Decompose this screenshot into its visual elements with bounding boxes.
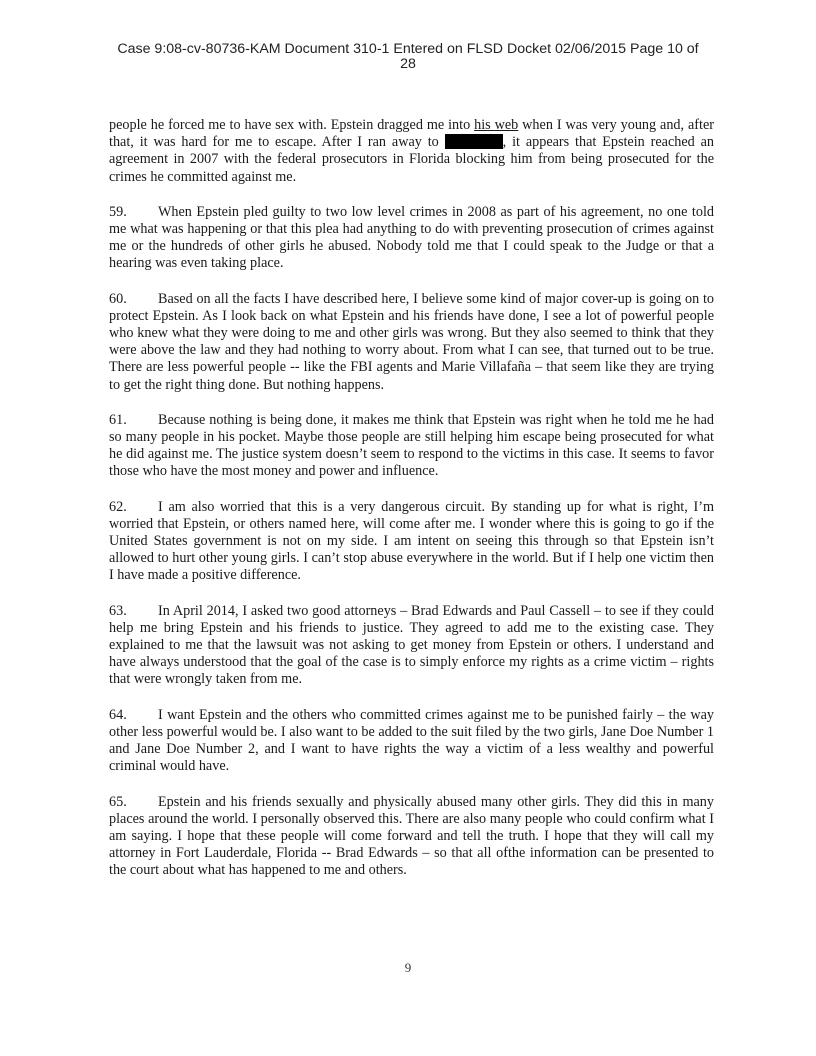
page-number: 9 <box>404 960 412 975</box>
paragraph-63 <box>109 603 714 689</box>
docket-header-line2: 28 <box>400 56 416 72</box>
paragraph-number: 64. <box>109 706 127 723</box>
document-body <box>109 117 714 898</box>
paragraph-65 <box>109 794 714 880</box>
paragraph-text: I am also worried that this is a very dangerous circuit. By standing up for what is right, I’m worried that Epstein, or others named here, will come after me. I wonder where this is going to go if the United States government is not on my side. I am intent on seeing this through so that Epstein isn’t allowed to hurt other young girls. I can’t stop abuse everywhere in the world. But if I help one victim then I have made a positive difference. <box>109 498 714 584</box>
paragraph-59 <box>109 204 714 273</box>
paragraph-number: 65. <box>109 793 127 810</box>
paragraph-text: When Epstein pled guilty to two low level crimes in 2008 as part of his agreement, no one told me what was happening or that this plea had anything to do with preventing prosecution of crimes against me or the hundreds of other girls he abused. Nobody told me that I could speak to the Judge or that a hearing was even taking place. <box>109 203 714 272</box>
intro-paragraph <box>109 117 714 186</box>
redaction-box <box>445 134 503 149</box>
paragraph-number: 63. <box>109 602 127 619</box>
paragraph-61 <box>109 412 714 481</box>
paragraph-text: Based on all the facts I have described here, I believe some kind of major cover-up is going on to protect Epstein. As I look back on what Epstein and his friends have done, I see a lot of powerful people who knew what they were doing to me and other girls was wrong. But they also seemed to think that they were above the law and they had nothing to worry about. From what I can see, that turned out to be true. There are less powerful people -- like the FBI agents and Marie Villafaña – that seem like they are trying to get the right thing done. But nothing happens. <box>109 290 714 393</box>
paragraph-text: I want Epstein and the others who committed crimes against me to be punished fairly – the way other less powerful would be. I also want to be added to the suit filed by the two girls, Jane Doe Number 1 and Jane Doe Number 2, and I want to have rights the way a victim of a less wealthy and powerful criminal would have. <box>109 706 714 775</box>
paragraph-number: 61. <box>109 411 127 428</box>
paragraph-number: 59. <box>109 203 127 220</box>
docket-header-line1: Case 9:08-cv-80736-KAM Document 310-1 Entered on FLSD Docket 02/06/2015 Page 10 of <box>117 41 699 57</box>
paragraph-62 <box>109 499 714 585</box>
paragraph-number: 60. <box>109 290 127 307</box>
paragraph-64 <box>109 707 714 776</box>
intro-underlined-text: his web <box>474 117 519 133</box>
paragraph-text: Because nothing is being done, it makes me think that Epstein was right when he told me he had so many people in his pocket. Maybe those people are still helping him escape being prosecuted for what he did against me. The justice system doesn’t seem to respond to the victims in this case. It seems to favor those who have the most money and power and influence. <box>109 411 714 480</box>
docket-header <box>70 42 746 72</box>
paragraph-60 <box>109 291 714 394</box>
intro-text-part1: people he forced me to have sex with. Epstein dragged me into <box>109 117 475 133</box>
paragraph-text: Epstein and his friends sexually and physically abused many other girls. They did this in many places around the world. I personally observed this. There are also many people who could confirm what I am saying. I hope that these people will come forward and tell the truth. I hope that they will call my attorney in Fort Lauderdale, Florida -- Brad Edwards – so that all ofthe information can be presented to the court about what has happened to me and others. <box>109 793 714 879</box>
intro-text-part3: , it appears that Epstein reached an agreement in 2007 with the federal prosecutors in Florida blocking him from being prosecuted for the crimes he committed against me. <box>109 134 714 185</box>
paragraph-number: 62. <box>109 498 127 515</box>
intro-text-part2: when I was very young and, after that, it was hard for me to escape. After I ran away to <box>109 117 714 151</box>
paragraph-text: In April 2014, I asked two good attorneys – Brad Edwards and Paul Cassell – to see if they could help me bring Epstein and his friends to justice. They agreed to add me to the existing case. They explained to me that the lawsuit was not asking to get money from Epstein or others. I understand and have always understood that the goal of the case is to simply enforce my rights as a crime victim – rights that were wrongly taken from me. <box>109 602 714 688</box>
